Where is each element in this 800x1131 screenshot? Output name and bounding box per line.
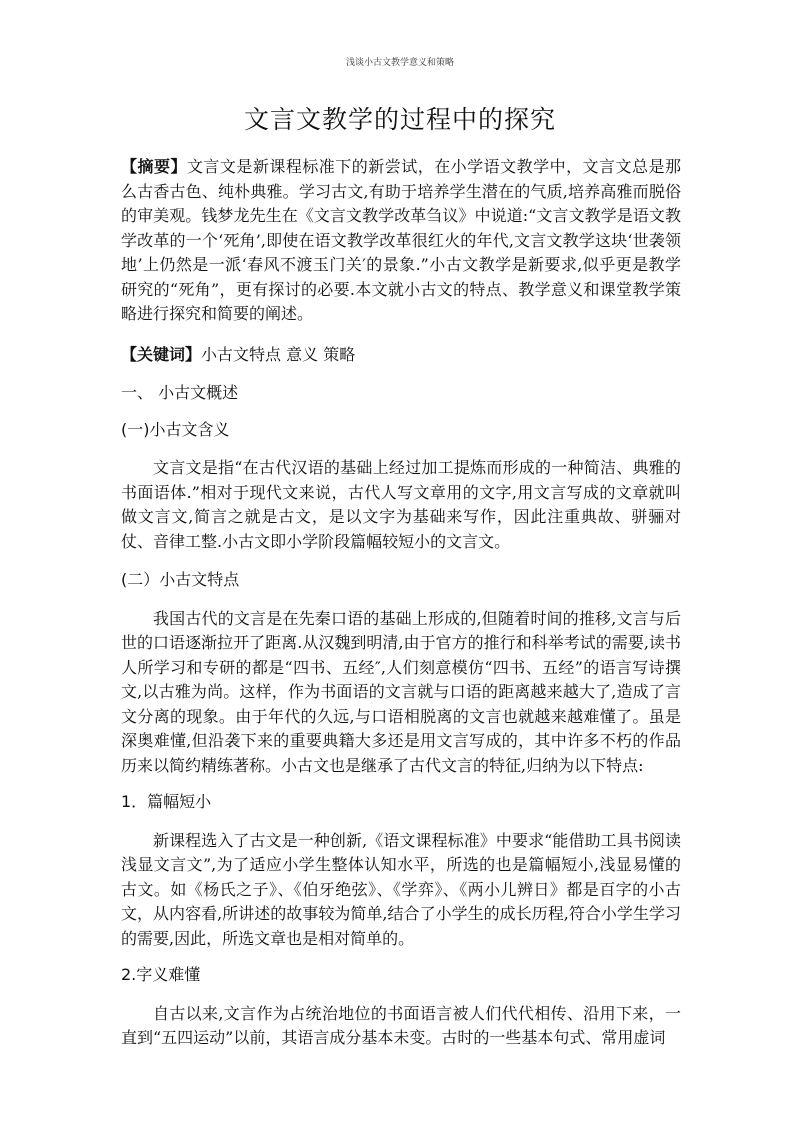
keywords-paragraph — [121, 343, 681, 368]
subsection-heading-features: (二）小古文特点 — [121, 570, 240, 589]
section-heading-overview: 一、 小古文概述 — [121, 383, 239, 402]
difficult-paragraph: 自古以来,文言作为占统治地位的书面语言被人们代代相传、沿用下来，一直到“五四运动”以前，其语言成分基本未变。古时的一些基本句式、常用虚词 — [121, 1003, 681, 1047]
abstract-paragraph — [121, 155, 681, 327]
keywords-text: 小古文特点 意义 策略 — [201, 344, 356, 364]
abstract-text: 文言文是新课程标准下的新尝试，在小学语文教学中，文言文总是那么古香古色、纯朴典雅。学习古文,有助于培养学生潜在的气质,培养高雅而脱俗的审美观。钱梦龙先生在《文言文教学改革刍议》中说道:“文言文教学是语文教学改革的一个‘死角’,即使在语文教学改革很红火的年代,文言文教学这块‘世袭领地’上仍然是一派‘春风不渡玉门关′的景象.”小古文教学是新要求,似乎更是教学研究的“死角”，更有探讨的必要.本文就小古文的特点、教学意义和课堂教学策略进行探究和简要的阐述。 — [121, 157, 681, 323]
abstract-label: 【摘要】 — [121, 157, 187, 176]
document-title: 文言文教学的过程中的探究 — [243, 105, 556, 134]
subsection-heading-meaning: (一)小古文含义 — [121, 419, 230, 439]
point-heading-short: 1．篇幅短小 — [121, 792, 212, 811]
running-header: 浅谈小古文教学意义和策略 — [345, 58, 454, 68]
meaning-paragraph: 文言文是指“在古代汉语的基础上经过加工提炼而形成的一种简洁、典雅的书面语体.”相对于现代文来说，古代人写文章用的文字,用文言写成的文章就叫做文言文,简言之就是古文，是以文字为基础来写作，因此注重典故、骈骊对仗、音律工整.小古文即小学阶段篇幅较短小的文言文。 — [121, 458, 681, 551]
short-paragraph: 新课程选入了古文是一种创新,《语文课程标准》中要求“能借助工具书阅读浅显文言文”,为了适应小学生整体认知水平，所选的也是篇幅短小,浅显易懂的古文。如《杨氏之子》、《伯牙绝弦》、《学弈》、《两小儿辨日》都是百字的小古文，从内容看,所讲述的故事较为简单,结合了小学生的成长历程,符合小学生学习的需要,因此，所选文章也是相对简单的。 — [121, 830, 681, 948]
point-heading-difficult: 2.字义难懂 — [121, 965, 201, 984]
keywords-label: 【关键词】 — [121, 344, 202, 364]
features-paragraph: 我国古代的文言是在先秦口语的基础上形成的,但随着时间的推移,文言与后世的口语逐渐拉开了距离.从汉魏到明清,由于官方的推行和科举考试的需要,读书人所学习和专研的都是“四书、五经″,人们刻意模仿“四书、五经”的语言写诗撰文,以古雅为尚。这样，作为书面语的文言就与口语的距离越来越大了,造成了言文分离的现象。由于年代的久远,与口语相脱离的文言也就越来越难懂了。虽是深奥难懂,但沿袭下来的重要典籍大多还是用文言写成的，其中许多不朽的作品历来以简约精练著称。小古文也是继承了古代文言的特征,归纳为以下特点: — [121, 608, 681, 775]
document-body — [121, 155, 681, 1051]
